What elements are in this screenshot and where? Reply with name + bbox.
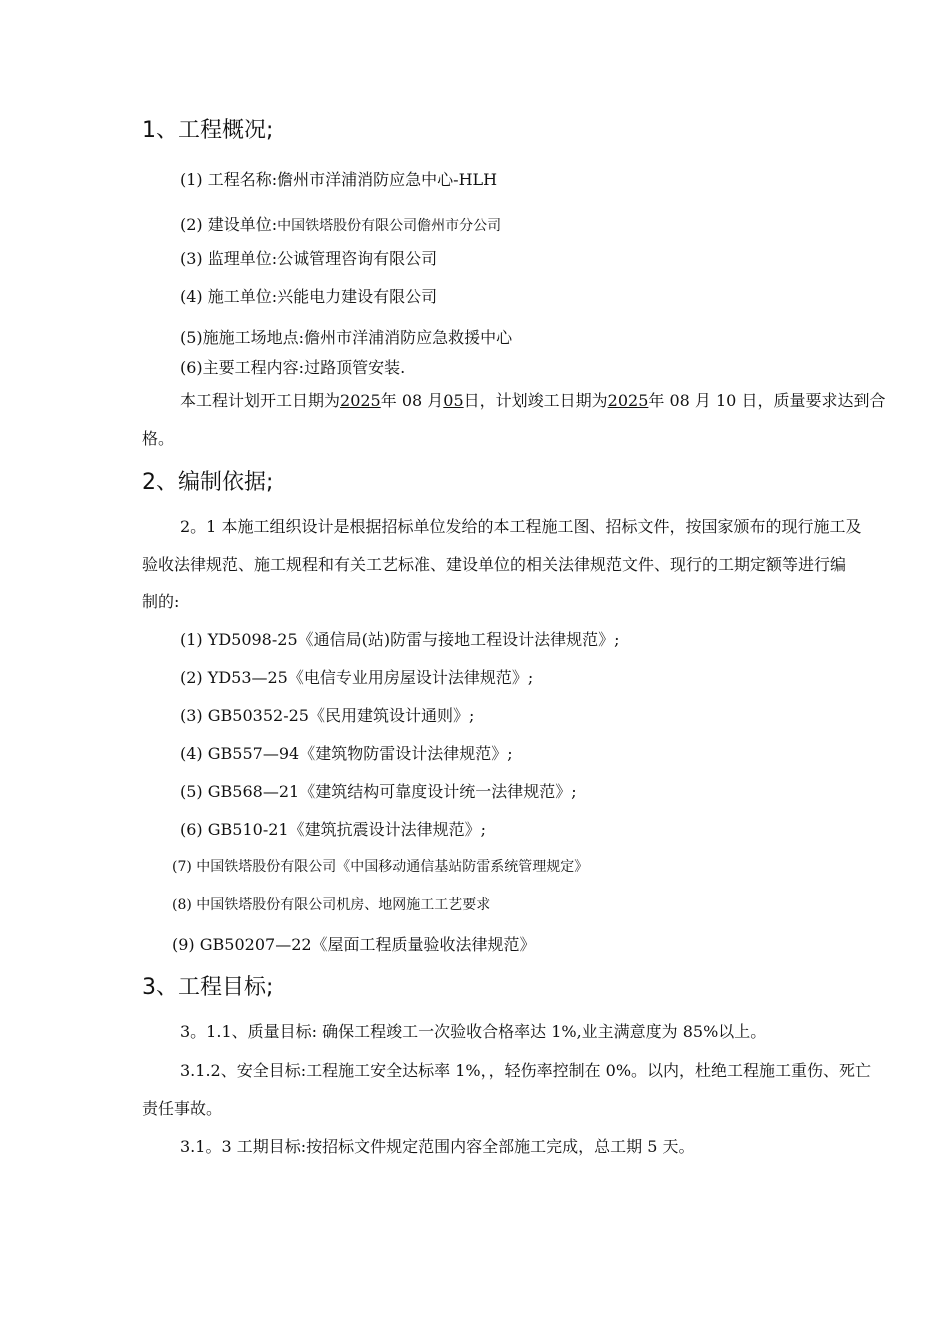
content-value: 过路顶管安装. — [304, 358, 406, 377]
safety-target-cont: 责任事故。 — [142, 1099, 223, 1118]
contractor-line — [180, 284, 437, 307]
ref-item-9: (9) GB50207—22《屋面工程质量验收法律规范》 — [172, 935, 536, 954]
quality-target: 3。1.1、质量目标: 确保工程竣工一次验收合格率达 1%,业主满意度为 85%以上。 — [180, 1022, 767, 1041]
ref-item-3: (3) GB50352-25《民用建筑设计通则》; — [180, 706, 475, 725]
content-label: (6)主要工程内容: — [180, 358, 305, 377]
ref-item-5: (5) GB568—21《建筑结构可靠度设计统一法律规范》; — [180, 782, 577, 801]
supervisor-label: (3) 监理单位: — [180, 249, 278, 268]
end-year: 2025 — [607, 391, 649, 410]
client-line — [180, 212, 501, 235]
site-value: 儋州市洋浦消防应急救援中心 — [304, 328, 513, 347]
supervisor-value: 公诚管理咨询有限公司 — [277, 249, 438, 268]
schedule-line-2: 格。 — [142, 429, 175, 448]
schedule-text-1: 本工程计划开工日期为 — [180, 391, 341, 410]
site-line — [180, 325, 512, 348]
schedule-line — [180, 388, 885, 411]
content-line — [180, 355, 405, 378]
schedule-text-2: 年 08 月 — [380, 391, 444, 410]
schedule-target: 3.1。3 工期目标:按招标文件规定范围内容全部施工完成，总工期 5 天。 — [180, 1137, 695, 1156]
basis-para-line-3: 制的: — [142, 592, 180, 611]
supervisor-line — [180, 246, 437, 269]
site-label: (5)施施工场地点: — [180, 328, 305, 347]
schedule-text-4: 年 08 月 10 日，质量要求达到合 — [648, 391, 886, 410]
safety-target: 3.1.2、安全目标:工程施工安全达标率 1%，，轻伤率控制在 0%。以内，杜绝工程施工重伤、死亡 — [180, 1061, 872, 1080]
contractor-label: (4) 施工单位: — [180, 287, 278, 306]
client-value: 中国铁塔股份有限公司儋州市分公司 — [277, 218, 502, 234]
section-2-heading: 2、编制依据; — [142, 470, 274, 495]
ref-item-8: (8) 中国铁塔股份有限公司机房、地网施工工艺要求 — [172, 897, 491, 913]
client-label: (2) 建设单位: — [180, 215, 278, 234]
project-name-line — [180, 167, 497, 190]
ref-item-4: (4) GB557—94《建筑物防雷设计法律规范》; — [180, 744, 513, 763]
section-3-heading: 3、工程目标; — [142, 975, 274, 1000]
section-1-heading: 1、工程概况; — [142, 118, 274, 143]
start-day: 05 — [443, 391, 464, 410]
ref-item-7: (7) 中国铁塔股份有限公司《中国移动通信基站防雷系统管理规定》 — [172, 859, 589, 875]
project-name-label: (1) 工程名称: — [180, 170, 278, 189]
ref-item-2: (2) YD53—25《电信专业用房屋设计法律规范》; — [180, 668, 534, 687]
basis-para-line-1: 2。1 本施工组织设计是根据招标单位发给的本工程施工图、招标文件，按国家颁布的现行施工及 — [180, 517, 862, 536]
schedule-text-3: 日，计划竣工日期为 — [463, 391, 608, 410]
ref-item-1: (1) YD5098-25《通信局(站)防雷与接地工程设计法律规范》; — [180, 630, 620, 649]
basis-para-line-2: 验收法律规范、施工规程和有关工艺标准、建设单位的相关法律规范文件、现行的工期定额等进行编 — [142, 555, 847, 574]
contractor-value: 兴能电力建设有限公司 — [277, 287, 438, 306]
ref-item-6: (6) GB510-21《建筑抗震设计法律规范》; — [180, 820, 486, 839]
project-name-value: 儋州市洋浦消防应急中心-HLH — [277, 170, 498, 189]
start-year: 2025 — [340, 391, 381, 410]
